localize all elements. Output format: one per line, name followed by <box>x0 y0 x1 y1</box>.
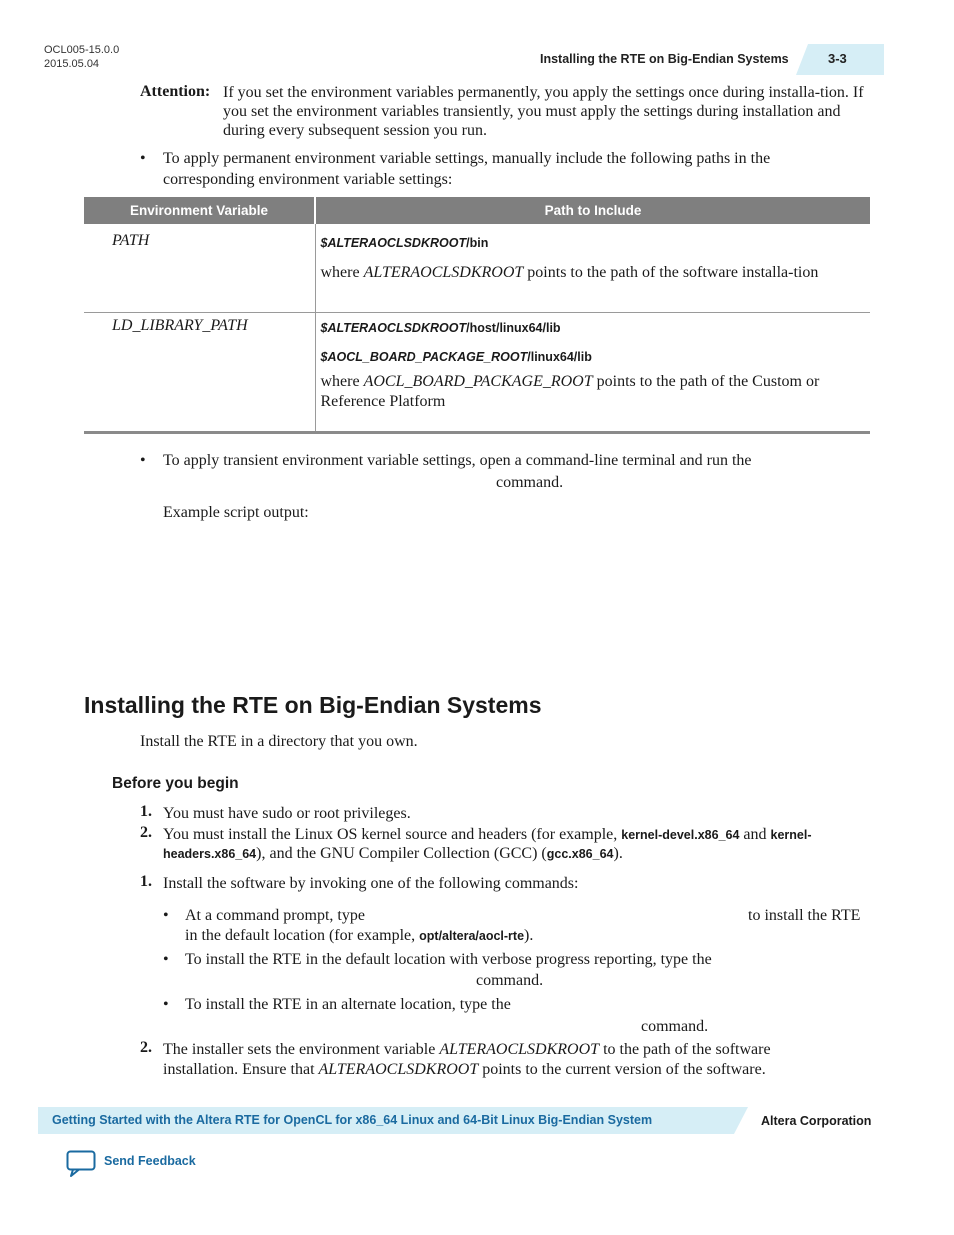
attention-label: Attention: <box>140 83 211 100</box>
sub-bullet-text-cont: command. <box>641 1018 709 1035</box>
footer-doc-title-link[interactable]: Getting Started with the Altera RTE for OpenCL for x86_64 Linux and 64-Bit Linux Big-Endian System <box>52 1113 653 1127</box>
bullet-dot: • <box>163 951 169 968</box>
doc-number: OCL005-15.0.0 <box>44 44 120 56</box>
inline-code: opt/altera/aocl-rte <box>419 929 525 943</box>
path-note: where AOCL_BOARD_PACKAGE_ROOT points to the path of the Custom or Reference Platform <box>320 373 820 410</box>
sub-bullet-text: To install the RTE in the default location with verbose progress reporting, type the <box>185 951 712 968</box>
example-output-label: Example script output: <box>163 504 309 521</box>
bullet-transient-text-cont: command. <box>496 474 564 491</box>
inline-code: headers.x86_64 <box>163 847 257 861</box>
attention-text: If you set the environment variables permanently, you apply the settings once during installa-tion. If you set the environment variables transiently, you must apply the settings during installation and during every subsequent session you run. <box>223 84 864 139</box>
step-text-cont: installation. Ensure that ALTERAOCLSDKROOT points to the current version of the software. <box>163 1061 766 1078</box>
section-intro: Install the RTE in a directory that you own. <box>140 733 418 750</box>
list-number: 1. <box>140 873 152 890</box>
send-feedback-link[interactable]: Send Feedback <box>104 1154 196 1168</box>
inline-code: kernel- <box>770 828 812 842</box>
sub-bullet-text-cont: in the default location (for example, opt/altera/aocl-rte). <box>185 927 534 944</box>
inline-code: kernel-devel.x86_64 <box>621 828 740 842</box>
path-value: $ALTERAOCLSDKROOT/host/linux64/lib <box>320 321 561 335</box>
before-you-begin-heading: Before you begin <box>112 775 239 792</box>
prereq-text-cont: headers.x86_64), and the GNU Compiler Collection (GCC) (gcc.x86_64). <box>163 845 623 862</box>
environment-variable-table <box>84 197 870 434</box>
sub-bullet-text-cont: command. <box>476 972 544 989</box>
document-id <box>44 43 119 71</box>
path-note: where ALTERAOCLSDKROOT points to the path of the software installa-tion <box>320 264 819 281</box>
bullet-dot: • <box>140 150 146 167</box>
variable-name: LD_LIBRARY_PATH <box>112 317 248 334</box>
list-number: 2. <box>140 1039 152 1056</box>
section-title: Installing the RTE on Big-Endian Systems <box>84 692 542 718</box>
bullet-transient-text: To apply transient environment variable settings, open a command-line terminal and run the <box>163 452 752 469</box>
page-number: 3-3 <box>828 51 847 66</box>
running-header-title: Installing the RTE on Big-Endian Systems <box>540 52 789 66</box>
sub-bullet-text: To install the RTE in an alternate location, type the <box>185 996 511 1013</box>
table-header-path: Path to Include <box>315 197 870 224</box>
prereq-text: You must install the Linux OS kernel source and headers (for example, kernel-devel.x86_64 and kernel- <box>163 826 812 843</box>
doc-date: 2015.05.04 <box>44 58 100 70</box>
inline-code: gcc.x86_64 <box>546 847 614 861</box>
bullet-dot: • <box>163 996 169 1013</box>
step-text: The installer sets the environment variable ALTERAOCLSDKROOT to the path of the software <box>163 1041 771 1058</box>
feedback-icon[interactable] <box>66 1150 96 1178</box>
bullet-permanent-text: To apply permanent environment variable settings, manually include the following paths in the corresponding environment variable settings: <box>163 150 771 188</box>
footer-company: Altera Corporation <box>761 1114 872 1128</box>
list-number: 2. <box>140 824 152 841</box>
path-value: $AOCL_BOARD_PACKAGE_ROOT/linux64/lib <box>320 350 592 364</box>
sub-bullet-text: to install the RTE <box>748 907 861 924</box>
table-row <box>84 313 870 433</box>
table-header-variable: Environment Variable <box>84 197 315 224</box>
bullet-dot: • <box>163 907 169 924</box>
variable-name: PATH <box>112 232 150 249</box>
table-row <box>84 224 870 313</box>
list-number: 1. <box>140 803 152 820</box>
bullet-dot: • <box>140 452 146 469</box>
prereq-text: You must have sudo or root privileges. <box>163 805 411 822</box>
step-text: Install the software by invoking one of the following commands: <box>163 875 579 892</box>
path-value: $ALTERAOCLSDKROOT/bin <box>320 236 489 250</box>
sub-bullet-text: At a command prompt, type <box>185 907 365 924</box>
